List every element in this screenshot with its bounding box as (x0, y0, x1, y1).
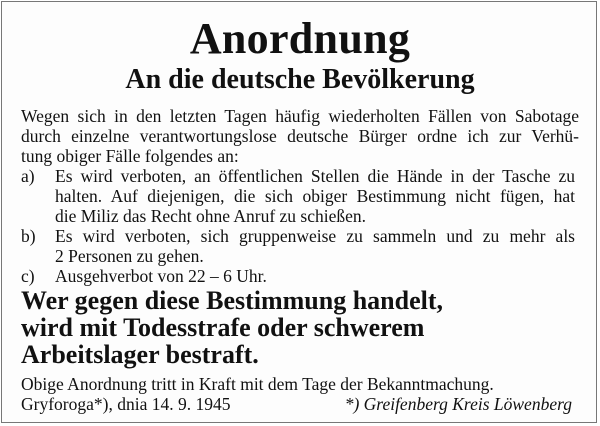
item-marker-a: a) (21, 166, 35, 186)
item-a-line: Es wird verboten, an öffentlichen Stellen die Hände in der Tasche zu (55, 166, 575, 186)
place-date: Gryforoga*), dnia 14. 9. 1945 (21, 394, 231, 414)
item-a-line: halten. Auf diejenigen, die sich obiger Bestimmung nicht fügen, hat (55, 186, 575, 206)
item-a-line: die Miliz das Recht ohne Anruf zu schießen. (55, 206, 367, 226)
item-b-line: Es wird verboten, sich gruppenweise zu sammeln und zu mehr als (55, 226, 575, 246)
warning-line: Wer gegen diese Bestimmung handelt, (21, 286, 444, 315)
notice-subtitle: An die deutsche Bevölkerung (125, 64, 475, 95)
intro-line: durch einzelne verantwortungslose deutsche Bürger ordne ich zur Verhü- (21, 126, 579, 146)
footnote: *) Greifenberg Kreis Löwenberg (344, 394, 572, 414)
item-marker-c: c) (21, 266, 35, 286)
intro-line: Wegen sich in den letzten Tagen häufig wiederholten Fällen von Sabotage (21, 106, 579, 126)
item-b-line: 2 Personen zu gehen. (55, 246, 204, 266)
item-c-line: Ausgehverbot von 22 – 6 Uhr. (55, 266, 267, 286)
warning-line: Arbeitslager bestraft. (21, 340, 259, 369)
intro-line: tung obiger Fälle folgendes an: (21, 146, 239, 166)
item-marker-b: b) (21, 226, 36, 246)
effective-statement: Obige Anordnung tritt in Kraft mit dem Tage der Bekanntmachung. (21, 374, 494, 394)
notice-title: Anordnung (189, 14, 411, 63)
warning-line: wird mit Todesstrafe oder schwerem (21, 313, 425, 342)
